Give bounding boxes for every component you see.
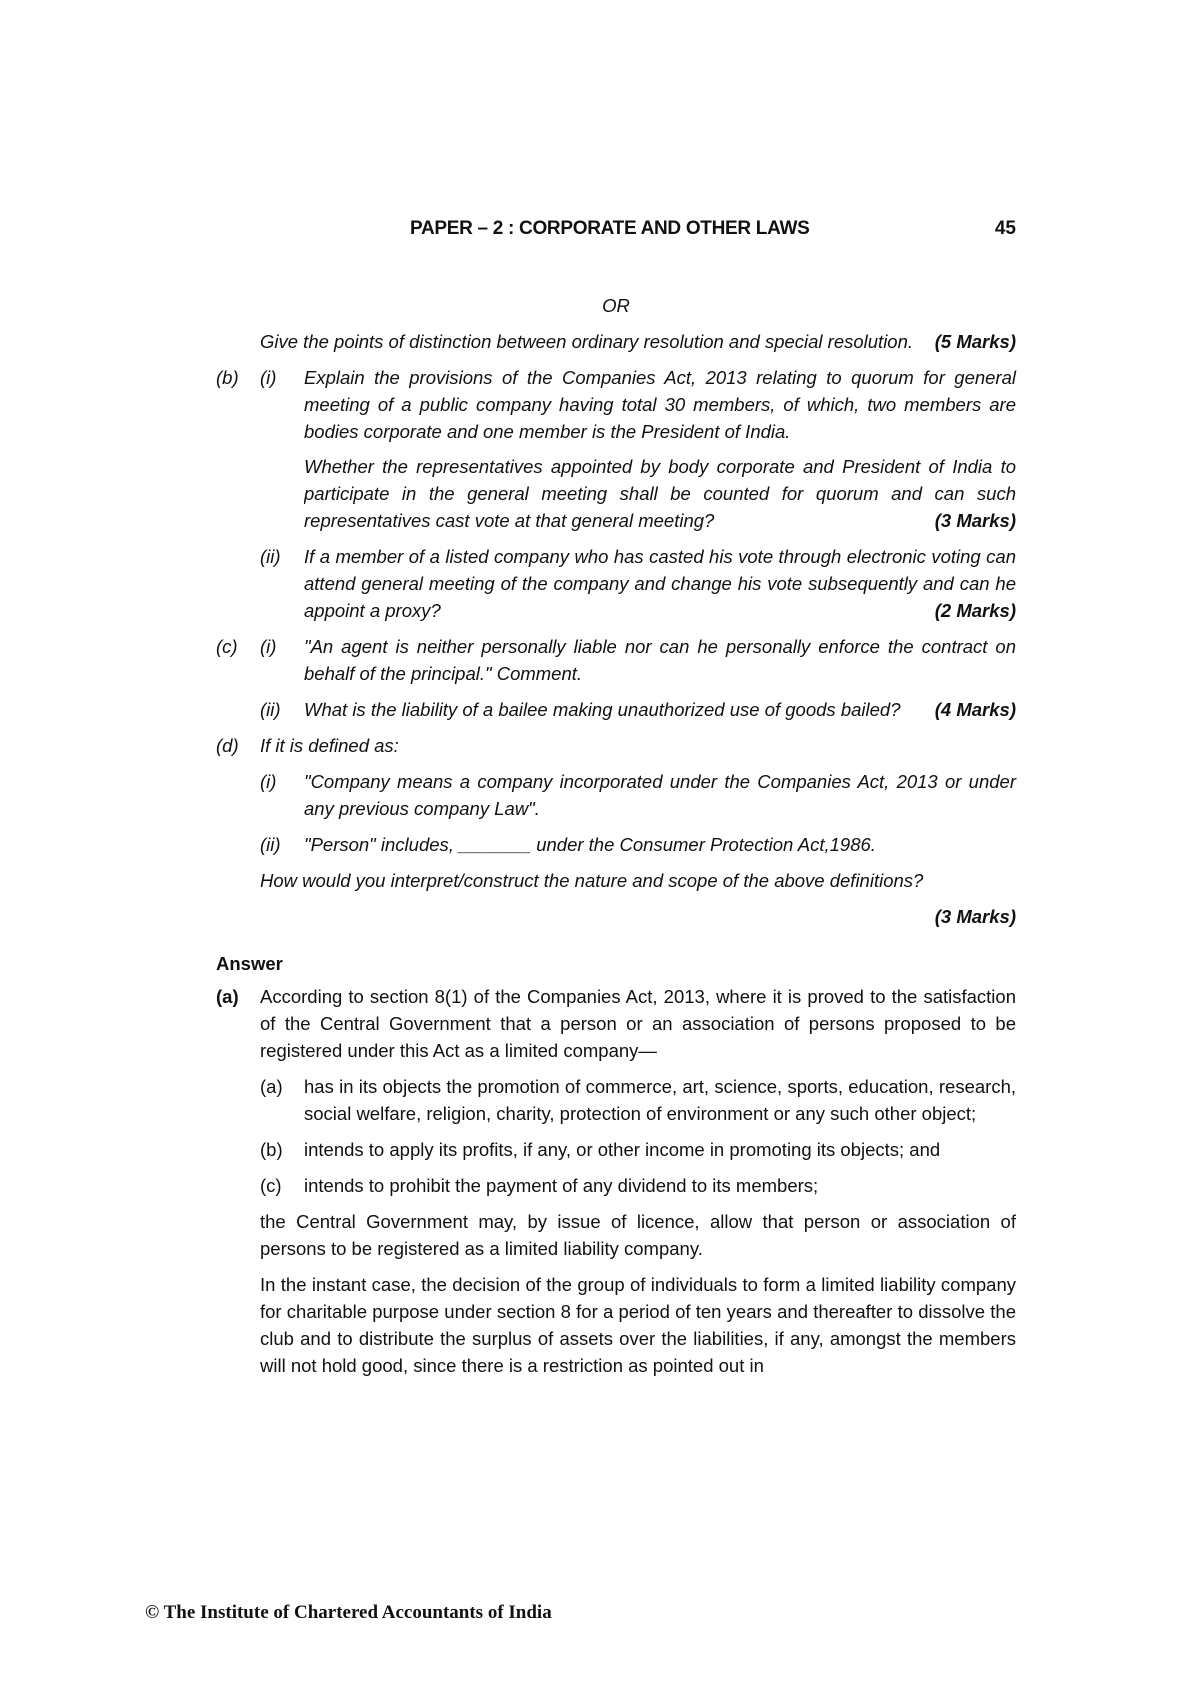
question-text: Give the points of distinction between ordinary resolution and special resolution. [260,331,914,352]
marks: (2 Marks) [934,600,1016,621]
answer-a [216,983,1016,1064]
item-label: (c) [260,1175,282,1196]
marks: (3 Marks) [934,510,1016,531]
item-text: intends to apply its profits, if any, or other income in promoting its objects; and [304,1139,941,1160]
question-a-alt [260,328,1016,355]
question-text: Whether the representatives appointed by body corporate and President of India to participate in the general meeting shall be counted for quorum and can such representatives cast vote at that general meeting? [304,456,1016,531]
answer-intro: According to section 8(1) of the Companies Act, 2013, where it is proved to the satisfaction of the Central Government that a person or an association of persons proposed to be registered under this Act as a limited company— [260,986,1016,1061]
question-text: "Person" includes, _______ under the Consumer Protection Act,1986. [304,834,876,855]
answer-item [260,1136,1016,1163]
sub-label: (i) [260,367,277,388]
question-b-ii [260,543,1016,624]
sub-label: (ii) [260,699,281,720]
sub-label: (i) [260,771,277,792]
question-text: If a member of a listed company who has casted his vote through electronic voting can attend general meeting of the company and change his vote subsequently and can he appoint a proxy? [304,546,1016,621]
footer-copyright: © The Institute of Chartered Accountants of India [145,1602,552,1623]
question-label: (c) [216,636,238,657]
question-b [216,364,1016,534]
question-intro: If it is defined as: [260,735,399,756]
item-text: has in its objects the promotion of commerce, art, science, sports, education, research, social welfare, religion, charity, protection of environment or any such other object; [304,1076,1016,1124]
sub-label: (ii) [260,834,281,855]
question-d-text: How would you interpret/construct the nature and scope of the above definitions? [260,870,924,891]
marks: (3 Marks) [934,906,1016,927]
header-title: PAPER – 2 : CORPORATE AND OTHER LAWS [410,218,810,239]
answer-label: (a) [216,986,239,1007]
page-content [216,292,1016,1388]
answer-paragraph: the Central Government may, by issue of licence, allow that person or association of persons to be registered as a limited liability company. [260,1211,1016,1259]
question-d [216,732,1016,759]
item-text: intends to prohibit the payment of any dividend to its members; [304,1175,819,1196]
question-text: "An agent is neither personally liable nor can he personally enforce the contract on behalf of the principal." Comment. [304,636,1016,684]
marks: (4 Marks) [934,699,1016,720]
item-label: (b) [260,1139,283,1160]
answer-heading: Answer [216,953,283,974]
item-label: (a) [260,1076,283,1097]
question-text-2 [304,453,1016,534]
question-c-ii [260,696,1016,723]
question-text: What is the liability of a bailee making unauthorized use of goods bailed? [304,699,901,720]
question-d-ii [260,831,1016,858]
or-separator: OR [602,295,630,316]
sub-label: (i) [260,636,277,657]
answer-paragraph: In the instant case, the decision of the group of individuals to form a limited liability company for charitable purpose under section 8 for a period of ten years and thereafter to dissolve the club and to distribute the surplus of assets over the liabilities, if any, amongst the members will not hold good, since there is a restriction as pointed out in [260,1274,1016,1376]
answer-item [260,1172,1016,1199]
sub-label: (ii) [260,546,281,567]
question-label: (b) [216,367,239,388]
page-number: 45 [994,218,1016,239]
question-c [216,633,1016,687]
question-d-i [260,768,1016,822]
answer-item [260,1073,1016,1127]
question-text: Explain the provisions of the Companies Act, 2013 relating to quorum for general meeting of a public company having total 30 members, of which, two members are bodies corporate and one member is the President of India. [304,367,1016,442]
question-text: "Company means a company incorporated under the Companies Act, 2013 or under any previous company Law". [304,771,1016,819]
marks: (5 Marks) [934,331,1016,352]
question-label: (d) [216,735,239,756]
page-header [410,218,1016,246]
